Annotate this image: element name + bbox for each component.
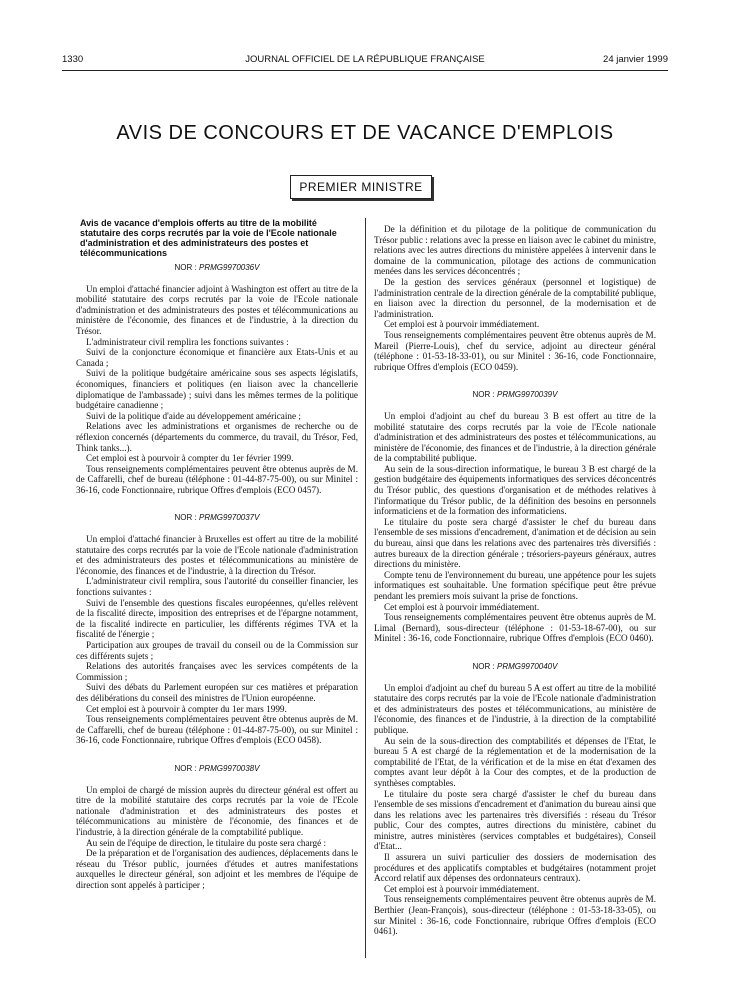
left-column <box>76 218 358 890</box>
header-rule <box>62 70 668 71</box>
paragraph: Suivi de la politique budgétaire américaine sous ses aspects législatifs, économiques, financiers et politiques (en liaison avec la chancellerie diplomatique de l'ambassade) ; suivi dans les mêmes termes de la politique budgétaire canadienne ; <box>76 368 358 411</box>
paragraph: L'administrateur civil remplira, sous l'autorité du conseiller financier, les fonctions suivantes : <box>76 576 358 598</box>
nor-reference: NOR : PRMG9970040V <box>472 661 558 671</box>
paragraph: Relations avec les administrations et organismes de recherche ou de réflexion concernés (départements du commerce, du travail, du Trésor, Fed, Think tanks...). <box>76 421 358 453</box>
paragraph: Tous renseignements complémentaires peuvent être obtenus auprès de M. Berthier (Jean-François), sous-directeur (téléphone : 01-53-18-33-05), ou sur Minitel : 36-16, code Fonctionnaire, rubrique Offres d'emplois (ECO 0461). <box>374 894 656 937</box>
paragraph: Suivi de la politique d'aide au développement américaine ; <box>86 410 301 421</box>
notice-title: Avis de vacance d'emplois offerts au titre de la mobilité statutaire des corps recrutés par la voie de l'Ecole nationale d'administration et des administrateurs des postes et télécommunications <box>80 218 337 258</box>
paragraph: Au sein de la sous-direction des comptabilités et dépenses de l'Etat, le bureau 5 A est chargé de la réglementation et de la modernisation de la comptabilité de l'Etat, de la vérification et de la mise en état d'examen des comptes avant leur dépôt à la Cour des comptes, et de la production de synthèses comptables. <box>374 735 656 788</box>
nor-reference: NOR : PRMG9970038V <box>174 763 260 773</box>
paragraph: Au sein de la sous-direction informatique, le bureau 3 B est chargé de la gestion budgétaire des équipements informatiques des services déconcentrés du Trésor public, des questions d'organisation et de méthodes relatives à l'informatique du Trésor public, de la définition des besoins en personnels informaticiens et de la formation des informaticiens. <box>374 463 656 517</box>
paragraph: Cet emploi est à pourvoir à compter du 1er février 1999. <box>86 453 294 464</box>
paragraph: Le titulaire du poste sera chargé d'assister le chef du bureau dans l'ensemble de ses missions d'encadrement, d'animation et de décision au sein du bureau, ainsi que dans les relations avec des partenaires très diversifiés : autres bureaux de la direction générale ; trésoriers-payeurs généraux, autres directions du ministère. <box>374 516 656 570</box>
nor-reference: NOR : PRMG9970039V <box>472 390 558 400</box>
paragraph: Cet emploi est à pourvoir immédiatement. <box>384 319 540 330</box>
paragraph: Un emploi d'attaché financier adjoint à Washington est offert au titre de la mobilité statutaire des corps recrutés par la voie de l'Ecole nationale d'administration et des administrateurs des postes et télécommunications au ministère de l'économie, des finances et de l'industrie, à la direction du Trésor. <box>76 283 358 336</box>
paragraph: Il assurera un suivi particulier des dossiers de modernisation des procédures et des applicatifs comptables et budgétaires (notamment projet Accord relatif aux dépenses des ordonnateurs centraux). <box>374 852 656 884</box>
paragraph: Tous renseignements complémentaires peuvent être obtenus auprès de M. de Caffarelli, chef de bureau (téléphone : 01-44-87-75-00), ou sur Minitel : 36-16, code Fonctionnaire, rubrique Offres d'emplois (ECO 0458). <box>76 714 358 746</box>
journal-title: JOURNAL OFFICIEL DE LA RÉPUBLIQUE FRANÇAISE <box>245 54 485 65</box>
paragraph: Cet emploi est à pourvoir immédiatement. <box>384 601 540 612</box>
issue-date: 24 janvier 1999 <box>603 54 668 65</box>
column-divider <box>365 218 366 958</box>
paragraph: Relations des autorités françaises avec les services compétents de la Commission ; <box>76 661 358 682</box>
paragraph: De la gestion des services généraux (personnel et logistique) de l'administration centrale de la direction générale de la comptabilité publique, en liaison avec la direction du personnel, de la modernisation et de l'administration. <box>374 276 656 319</box>
paragraph: Un emploi d'attaché financier à Bruxelles est offert au titre de la mobilité statutaire des corps recrutés par la voie de l'Ecole nationale d'administration et des administrateurs des postes et télécommunications au ministère de l'économie, des finances et de l'industrie, à la direction du Trésor. <box>76 534 358 576</box>
paragraph: L'administrateur civil remplira les fonctions suivantes : <box>86 336 289 347</box>
paragraph: Un emploi de chargé de mission auprès du directeur général est offert au titre de la mobilité statutaire des corps recrutés par la voie de l'Ecole nationale d'administration et des administrateurs des postes et télécommunications au ministère de l'économie, des finances et de l'industrie, à la direction générale de la comptabilité publique. <box>76 784 358 837</box>
paragraph: Un emploi d'adjoint au chef du bureau 5 A est offert au titre de la mobilité statutaire des corps recrutés par la voie de l'Ecole nationale d'administration et des administrateurs des postes et télécommunications, au ministère de l'économie, des finances et de l'industrie, à la direction de la comptabilité publique. <box>374 682 656 735</box>
paragraph: De la préparation et de l'organisation des audiences, déplacements dans le réseau du Trésor public, journées d'études et autres manifestations auxquelles le directeur général, son adjoint et les membres de l'équipe de direction sont appelés à participer ; <box>76 848 358 890</box>
paragraph: De la définition et du pilotage de la politique de communication du Trésor public : relations avec la presse en liaison avec le cabinet du ministre, relations avec les autres directions du ministère appelées à intervenir dans le domaine de la communication, pilotage des actions de communication menées dans les services déconcentrés ; <box>374 224 656 277</box>
paragraph: Suivi de la conjoncture économique et financière aux Etats-Unis et au Canada ; <box>76 347 358 368</box>
paragraph: Cet emploi est à pourvoir à compter du 1er mars 1999. <box>86 703 287 714</box>
nor-reference: NOR : PRMG9970036V <box>174 263 260 272</box>
paragraph: Suivi des débats du Parlement européen sur ces matières et préparation des délibérations du conseil des ministres de l'Union européenne. <box>76 682 358 703</box>
paragraph: Tous renseignements complémentaires peuvent être obtenus auprès de M. Limal (Bernard), sous-directeur (téléphone : 01-53-18-67-00), ou sur Minitel : 36-16, code Fonctionnaire, rubrique Offres d'emplois (ECO 0460). <box>374 612 656 644</box>
nor-reference: NOR : PRMG9970037V <box>174 513 260 523</box>
paragraph: Le titulaire du poste sera chargé d'assister le chef du bureau dans l'ensemble de ses missions d'encadrement et d'animation du bureau ainsi que dans les relations avec les partenaires très diversifiés : réseau du Trésor public, Cour des comptes, autres directions du ministère, cabinet du ministre, autres ministères (services comptables et budgétaires), Conseil d'Etat... <box>374 788 656 852</box>
paragraph: Tous renseignements complémentaires peuvent être obtenus auprès de M. de Caffarelli, chef de bureau (téléphone : 01-44-87-75-00), ou sur Minitel : 36-16, code Fonctionnaire, rubrique Offres d'emplois (ECO 0457). <box>76 463 358 495</box>
paragraph: Cet emploi est à pourvoir immédiatement. <box>384 883 540 894</box>
paragraph: Tous renseignements complémentaires peuvent être obtenus auprès de M. Mareil (Pierre-Louis), chef du service, adjoint au directeur général (téléphone : 01-53-18-33-01), ou sur Minitel : 36-16, code Fonctionnaire, rubrique Offres d'emplois (ECO 0459). <box>374 329 656 372</box>
page-header <box>62 54 668 70</box>
page-number: 1330 <box>62 54 84 65</box>
main-title: AVIS DE CONCOURS ET DE VACANCE D'EMPLOIS <box>116 122 614 144</box>
paragraph: Participation aux groupes de travail du conseil ou de la Commission sur ces différents sujets ; <box>76 640 358 661</box>
paragraph: Au sein de l'équipe de direction, le titulaire du poste sera chargé : <box>86 837 327 848</box>
paragraph: Un emploi d'adjoint au chef du bureau 3 B est offert au titre de la mobilité statutaire des corps recrutés par la voie de l'Ecole nationale d'administration et des administrateurs des postes et télécommunications, au ministère de l'économie, des finances et de l'industrie, à la direction générale de la comptabilité publique. <box>374 410 656 464</box>
paragraph: Compte tenu de l'environnement du bureau, une appétence pour les sujets informatiques est souhaitable. Une formation spécifique peut être prévue pendant les premiers mois suivant la prise de fonctions. <box>374 569 656 601</box>
paragraph: Suivi de l'ensemble des questions fiscales européennes, qu'elles relèvent de la fiscalité directe, imposition des entreprises et de l'épargne notamment, de la fiscalité indirecte en particulier, les différents régimes TVA et la fiscalité de l'énergie ; <box>76 597 358 640</box>
right-column <box>374 224 656 937</box>
section-box: PREMIER MINISTRE <box>290 175 432 199</box>
